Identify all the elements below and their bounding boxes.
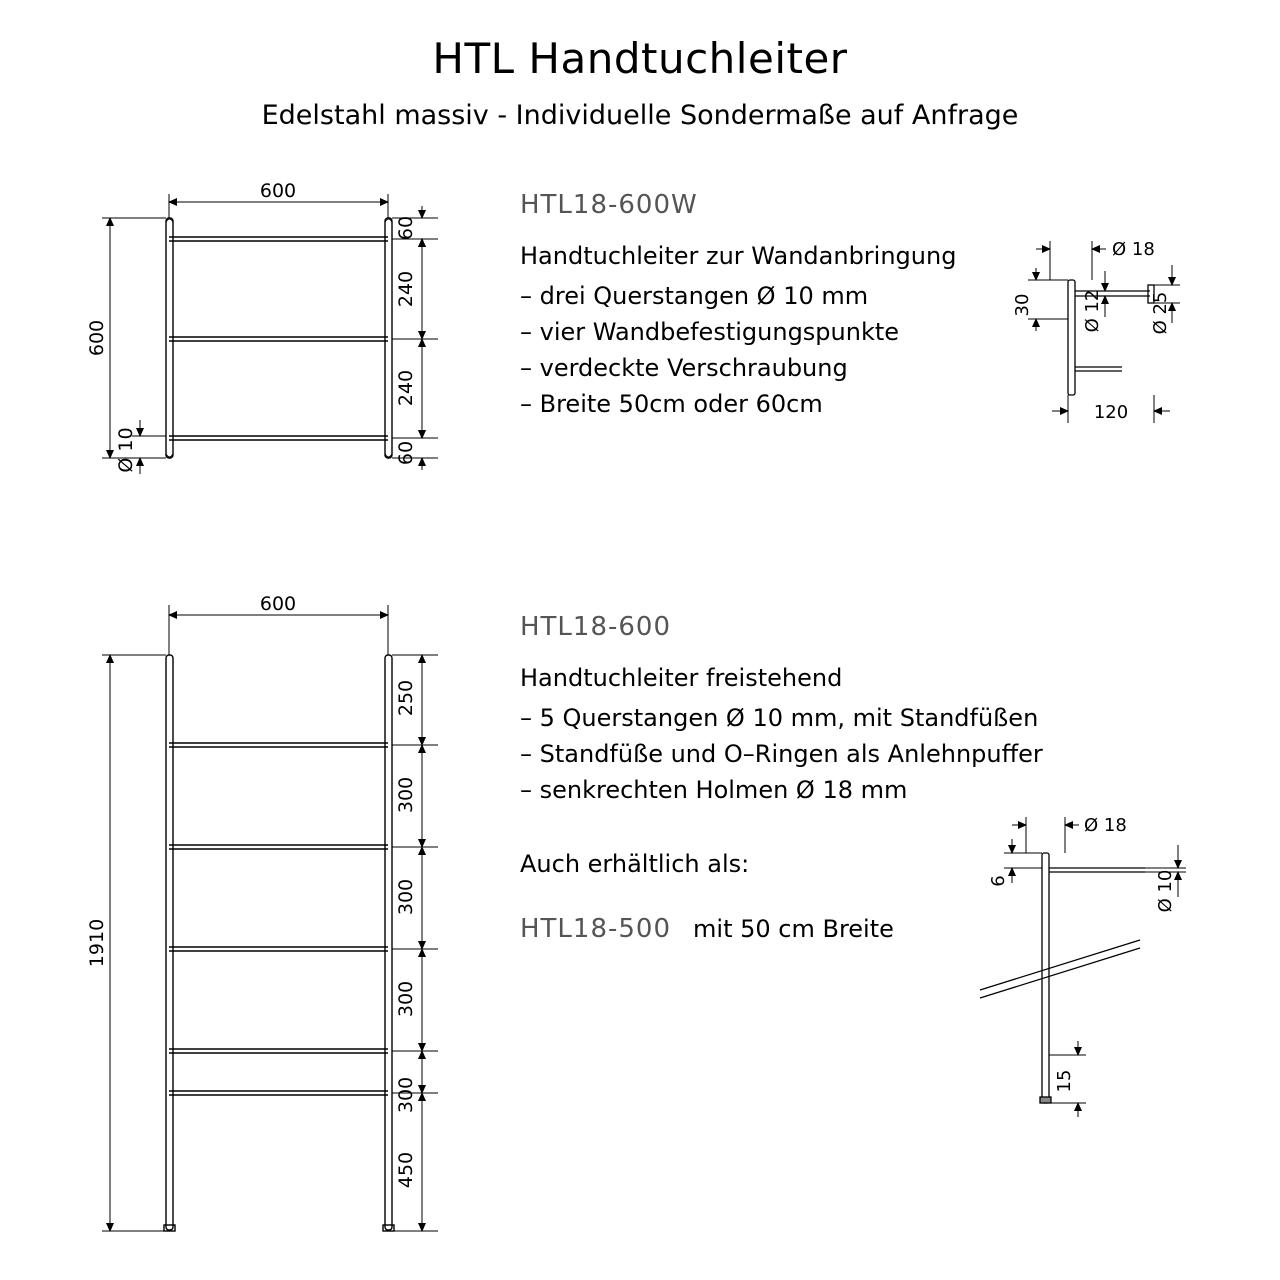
product-1-feature-3: – verdeckte Verschraubung: [520, 354, 848, 382]
dim2-rod-d10: Ø 10: [1155, 869, 1176, 913]
product-1-front-drawing: [70, 170, 490, 510]
product-2-feature-3: – senkrechten Holmen Ø 18 mm: [520, 776, 908, 804]
dim-seg-4: 60: [395, 440, 417, 466]
front-view-wall-svg: [70, 170, 490, 510]
dim-depth-120: 120: [1093, 402, 1129, 423]
dim-height-600: 600: [86, 319, 108, 357]
also-available-heading: Auch erhältlich als:: [520, 850, 750, 878]
front-view-free-svg: [70, 595, 490, 1255]
product-2-front-drawing: [70, 595, 490, 1255]
dim2-post-d18: Ø 18: [1084, 815, 1127, 836]
dim-seg-3: 240: [395, 369, 417, 407]
dim-cap-d25: Ø 25: [1150, 291, 1171, 335]
product-2-feature-1: – 5 Querstangen Ø 10 mm, mit Standfüßen: [520, 704, 1039, 732]
product-1-text: [520, 190, 956, 426]
page-title: HTL Handtuchleiter: [432, 34, 848, 83]
dim-seg-1: 60: [395, 215, 417, 241]
product-1-code: HTL18-600W: [520, 190, 698, 220]
product-2-heading: Handtuchleiter freistehend: [520, 664, 843, 692]
product-1-feature-2: – vier Wandbefestigungspunkte: [520, 318, 900, 346]
dim2-foot-15: 15: [1054, 1069, 1075, 1093]
dim-top-offset-30: 30: [1012, 293, 1033, 317]
product-2-code: HTL18-600: [520, 612, 672, 642]
dim2-height-1910: 1910: [86, 918, 108, 968]
dim2-top-offset-6: 6: [988, 875, 1009, 887]
dim2-seg-1: 250: [395, 679, 417, 717]
dim2-seg-4: 300: [395, 980, 417, 1018]
dim2-seg-2: 300: [395, 776, 417, 814]
dim-width-600: 600: [259, 180, 297, 202]
product-1-feature-1: – drei Querstangen Ø 10 mm: [520, 282, 869, 310]
product-2-feature-2: – Standfüße und O–Ringen als Anlehnpuffer: [520, 740, 1043, 768]
dim2-seg-6: 450: [395, 1151, 417, 1189]
product-1-feature-4: – Breite 50cm oder 60cm: [520, 390, 823, 418]
dim-seg-2: 240: [395, 270, 417, 308]
dim-rod-d12: Ø 12: [1082, 289, 1103, 333]
page-subtitle: Edelstahl massiv - Individuelle Sondermaße auf Anfrage: [261, 100, 1019, 131]
side-view-wall-svg: [1010, 215, 1240, 455]
dim-post-d18: Ø 18: [1112, 239, 1155, 260]
dim-rod-diameter: Ø 10: [115, 427, 137, 473]
dim2-width-600: 600: [259, 595, 297, 615]
dim2-seg-5: 300: [395, 1076, 417, 1114]
product-2-side-drawing: [960, 805, 1240, 1125]
alt-model-note: mit 50 cm Breite: [693, 915, 894, 943]
product-1-side-drawing: [1010, 215, 1240, 455]
side-view-free-svg: [960, 805, 1240, 1125]
product-1-heading: Handtuchleiter zur Wandanbringung: [520, 242, 957, 270]
alt-model-code: HTL18-500: [520, 914, 672, 944]
dim2-seg-3: 300: [395, 878, 417, 916]
